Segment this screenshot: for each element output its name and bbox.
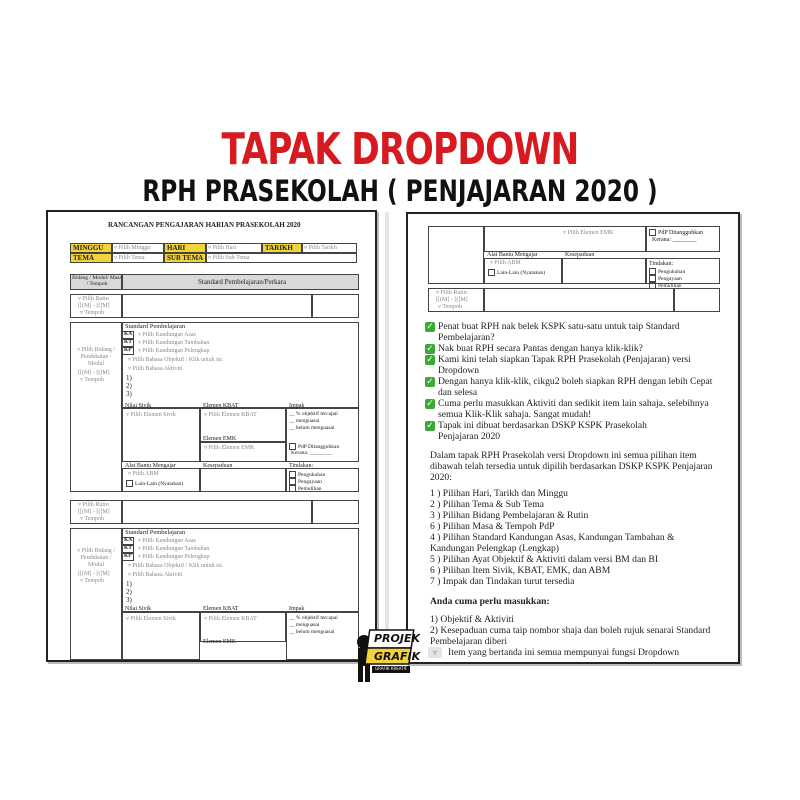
list-item: 3 ) Pilihan Bidang Pembelajaran & Rutin <box>430 510 589 521</box>
kp-dropdown[interactable]: ▿ Pilih Kandungan Pelengkap <box>138 554 210 560</box>
masa-field[interactable]: [[(M] - [(]M] <box>78 509 110 515</box>
sp-label: Standard Pembelajaran <box>125 323 186 330</box>
impak-objektif[interactable]: __ % objektif tercapai <box>289 411 338 417</box>
subtema-dropdown[interactable]: ▿ Pilih Sub Tema <box>208 255 250 261</box>
kt-dropdown[interactable]: ▿ Pilih Kandungan Tambahan <box>138 546 210 552</box>
info-page <box>406 212 740 664</box>
list-item: 6 ) Pilihan Masa & Tempoh PdP <box>430 521 555 532</box>
kerana-field[interactable]: Kerana: ________ <box>652 237 697 243</box>
hari-label: HARI <box>167 244 186 252</box>
pdp-checkbox[interactable]: PdP Ditangguhkan <box>649 229 703 236</box>
pengayaan-checkbox[interactable]: Pengayaan <box>289 478 322 485</box>
impak-label: Impak <box>289 606 305 612</box>
kerana-field[interactable]: Kerana: ________ <box>291 450 332 456</box>
aktiviti-1[interactable]: 1) <box>126 374 132 382</box>
pemulihan-checkbox[interactable]: Pemulihan <box>289 485 322 492</box>
abm-dropdown[interactable]: ▿ Pilih ABM <box>490 260 521 266</box>
bullet-3: Kami kini telah siapkan Tapak RPH Prasekolah (Penjajaran) versi Dropdown <box>438 354 691 376</box>
kbat-dropdown[interactable]: ▿ Pilih Elemen KBAT <box>204 412 257 418</box>
minggu-label: MINGGU <box>73 244 104 252</box>
logo-line2: GRAFIK <box>374 650 421 663</box>
pengayaan-checkbox[interactable]: Pengayaan <box>649 275 682 282</box>
page-title: TAPAK DROPDOWN <box>221 124 579 175</box>
bullet-5: Cuma perlu masukkan Aktiviti dan sedikit item lain sahaja. selebihnya semua Klik-Klik sahaja. Sangat mudah! <box>438 398 709 420</box>
emk-dropdown[interactable]: ▿ Pilih Elemen EMK <box>204 445 255 451</box>
bidang-dropdown[interactable]: ▿ Pilih Bidang / Pendekatan / Modul <box>77 548 115 568</box>
aktiviti-2[interactable]: 2) <box>126 588 132 596</box>
sivik-dropdown[interactable]: ▿ Pilih Elemen Sivik <box>126 412 176 418</box>
aktiviti-2[interactable]: 2) <box>126 382 132 390</box>
sivik-dropdown[interactable]: ▿ Pilih Elemen Sivik <box>126 616 176 622</box>
col-standard-header: Standard Pembelajaran/Perkara <box>198 278 287 286</box>
need-item: 2) Kesepaduan cuma taip nombor shaja dan boleh rujuk senarai Standard Pembelajaran diberi <box>430 625 711 647</box>
list-item: 1 ) Pilihan Hari, Tarikh dan Minggu <box>430 488 568 499</box>
list-item: 6 ) Pilihan Item Sivik, KBAT, EMK, dan ABM <box>430 565 611 576</box>
kt-code: KT <box>124 545 132 551</box>
kp-dropdown[interactable]: ▿ Pilih Kandungan Pelengkap <box>138 348 210 354</box>
kesepaduan-label: Kesepaduan <box>565 252 595 258</box>
rph-template-page <box>46 210 377 662</box>
kbat-label: Elemen KBAT <box>203 606 239 612</box>
abm-dropdown[interactable]: ▿ Pilih ABM <box>128 471 159 477</box>
objektif-dropdown[interactable]: ▿ Pilih Bahasa Objektif / Klik untuk isi. <box>128 563 224 569</box>
impak-menguasai[interactable]: __ menguasai <box>289 418 320 424</box>
rutin-dropdown[interactable]: ▿ Pilih Rutin <box>436 290 467 296</box>
tindakan-label: Tindakan: <box>649 261 674 267</box>
bullet-2: Nak buat RPH secara Pantas dengan hanya klik-klik? <box>438 343 643 354</box>
check-icon: ✓ <box>426 355 434 365</box>
need-item: 1) Objektif & Aktiviti <box>430 614 514 625</box>
kp-code: KP <box>124 347 132 353</box>
tarikh-dropdown[interactable]: ▿ Pilih Tarikh <box>304 245 337 251</box>
need-heading: Anda cuma perlu masukkan: <box>430 596 550 607</box>
bullet-4: Dengan hanya klik-klik, cikgu2 boleh siapkan RPH dengan lebih Cepat dan selesa <box>438 376 713 398</box>
intro-paragraph: Dalam tapak RPH Prasekolah versi Dropdown ini semua pilihan item dibawah telah tersedia untuk dipilih berdasarkan DSKP KSPK Penjajaran 2020: <box>430 450 713 483</box>
dropdown-marker-icon: ▿ <box>428 647 442 658</box>
aktiviti-1[interactable]: 1) <box>126 580 132 588</box>
list-item: 5 ) Pilihan Ayat Objektif & Aktiviti dalam versi BM dan BI <box>430 554 659 565</box>
ka-code: KA <box>124 537 133 543</box>
tempoh-dropdown[interactable]: ▿ Tempoh <box>80 310 104 316</box>
tema-label: TEMA <box>73 254 94 262</box>
sivik-label: Nilai Sivik <box>125 606 152 612</box>
pengukuhan-checkbox[interactable]: Pengukuhan <box>649 268 685 275</box>
check-icon: ✓ <box>426 421 434 431</box>
subtema-label: SUB TEMA <box>167 254 204 262</box>
minggu-dropdown[interactable]: ▿ Pilih Minggu <box>114 245 151 251</box>
bullet-1: Penat buat RPH nak belek KSPK satu-satu untuk taip Standard Pembelajaran? <box>438 321 680 343</box>
list-item: 2 ) Pilihan Tema & Sub Tema <box>430 499 544 510</box>
aktiviti-dropdown[interactable]: ▿ Pilih Bahasa Aktiviti <box>128 572 183 578</box>
kp-code: KP <box>124 553 132 559</box>
tempoh-dropdown[interactable]: ▿ Tempoh <box>80 578 104 584</box>
kbat-dropdown[interactable]: ▿ Pilih Elemen KBAT <box>204 616 257 622</box>
tarikh-label: TARIKH <box>265 244 293 252</box>
rutin-dropdown[interactable]: ▿ Pilih Rutin <box>78 296 109 302</box>
kbat-label: Elemen KBAT <box>203 403 239 409</box>
abm-label: Alat Bantu Mengajar <box>125 463 176 469</box>
abm-label: Alat Bantu Mengajar <box>487 252 538 258</box>
ka-dropdown[interactable]: ▿ Pilih Kandungan Asas <box>138 332 196 338</box>
hari-dropdown[interactable]: ▿ Pilih Hari <box>208 245 237 251</box>
lain-checkbox[interactable]: Lain-Lain (Nyatakan) <box>488 269 545 276</box>
masa-field[interactable]: [[(M] - [(]M] <box>78 370 110 376</box>
bullet-6: Tapak ini dibuat berdasarkan DSKP KSPK Prasekolah Penjajaran 2020 <box>438 420 647 442</box>
ka-dropdown[interactable]: ▿ Pilih Kandungan Asas <box>138 538 196 544</box>
page-subtitle: RPH PRASEKOLAH ( PENJAJARAN 2020 ) <box>142 174 658 208</box>
projek-grafik-logo <box>352 628 421 686</box>
pdp-checkbox[interactable]: PdP Ditangguhkan <box>289 443 339 450</box>
objektif-dropdown[interactable]: ▿ Pilih Bahasa Objektif / Klik untuk isi. <box>128 357 224 363</box>
kesepaduan-label: Kesepaduan <box>203 463 233 469</box>
col-bidang-header: Bidang / Modul/ Masa / Tempoh <box>72 275 122 287</box>
masa-field[interactable]: [[(M] - [(]M] <box>436 297 468 303</box>
check-icon: ✓ <box>426 322 434 332</box>
kt-code: KT <box>124 339 132 345</box>
footer-note: Item yang bertanda ini semua mempunyai fungsi Dropdown <box>448 647 679 658</box>
list-item: 7 ) Impak dan Tindakan turut tersedia <box>430 576 575 587</box>
tempoh-dropdown[interactable]: ▿ Tempoh <box>80 516 104 522</box>
check-icon: ✓ <box>426 377 434 387</box>
impak-menguasai[interactable]: __ menguasai <box>289 622 320 628</box>
ka-code: KA <box>124 331 133 337</box>
book-spine <box>385 212 389 660</box>
kt-dropdown[interactable]: ▿ Pilih Kandungan Tambahan <box>138 340 210 346</box>
rutin-dropdown[interactable]: ▿ Pilih Rutin <box>78 502 109 508</box>
tindakan-label: Tindakan: <box>289 463 314 469</box>
tempoh-dropdown[interactable]: ▿ Tempoh <box>80 377 104 383</box>
sp-label: Standard Pembelajaran <box>125 529 186 536</box>
aktiviti-3[interactable]: 3) <box>126 596 132 604</box>
impak-belum[interactable]: __ belum menguasai <box>289 629 335 635</box>
doc-heading: RANCANGAN PENGAJARAN HARIAN PRASEKOLAH 2020 <box>108 221 301 229</box>
emk-dropdown[interactable]: ▿ Pilih Elemen EMK <box>563 230 614 236</box>
check-icon: ✓ <box>426 399 434 409</box>
pemulihan-checkbox[interactable]: Pemulihan <box>649 282 682 289</box>
impak-belum[interactable]: __ belum menguasai <box>289 425 335 431</box>
bidang-dropdown[interactable]: ▿ Pilih Bidang / Pendekatan / Modul <box>77 347 115 367</box>
masa-field[interactable]: [[(M] - [(]M] <box>78 571 110 577</box>
logo-tagline: GRAFIK KREATIF <box>375 666 408 671</box>
emk-label: Elemen EMK <box>203 436 237 442</box>
pengukuhan-checkbox[interactable]: Pengukuhan <box>289 471 325 478</box>
lain-checkbox[interactable]: Lain-Lain (Nyatakan) <box>126 480 183 487</box>
impak-objektif[interactable]: __ % objektif tercapai <box>289 615 338 621</box>
list-item: 4 ) Pilihan Standard Kandungan Asas, Kandungan Tambahan & Kandungan Pelengkap (Lengkap) <box>430 532 675 554</box>
logo-line1: PROJEK <box>374 632 421 645</box>
masa-field[interactable]: [[(M] - [(]M] <box>78 303 110 309</box>
tempoh-dropdown[interactable]: ▿ Tempoh <box>438 304 462 310</box>
aktiviti-3[interactable]: 3) <box>126 390 132 398</box>
sivik-label: Nilai Sivik <box>125 403 152 409</box>
check-icon: ✓ <box>426 344 434 354</box>
impak-label: Impak <box>289 403 305 409</box>
aktiviti-dropdown[interactable]: ▿ Pilih Bahasa Aktiviti <box>128 366 183 372</box>
tema-dropdown[interactable]: ▿ Pilih Tema <box>114 255 145 261</box>
emk-label: Elemen EMK <box>203 639 237 645</box>
